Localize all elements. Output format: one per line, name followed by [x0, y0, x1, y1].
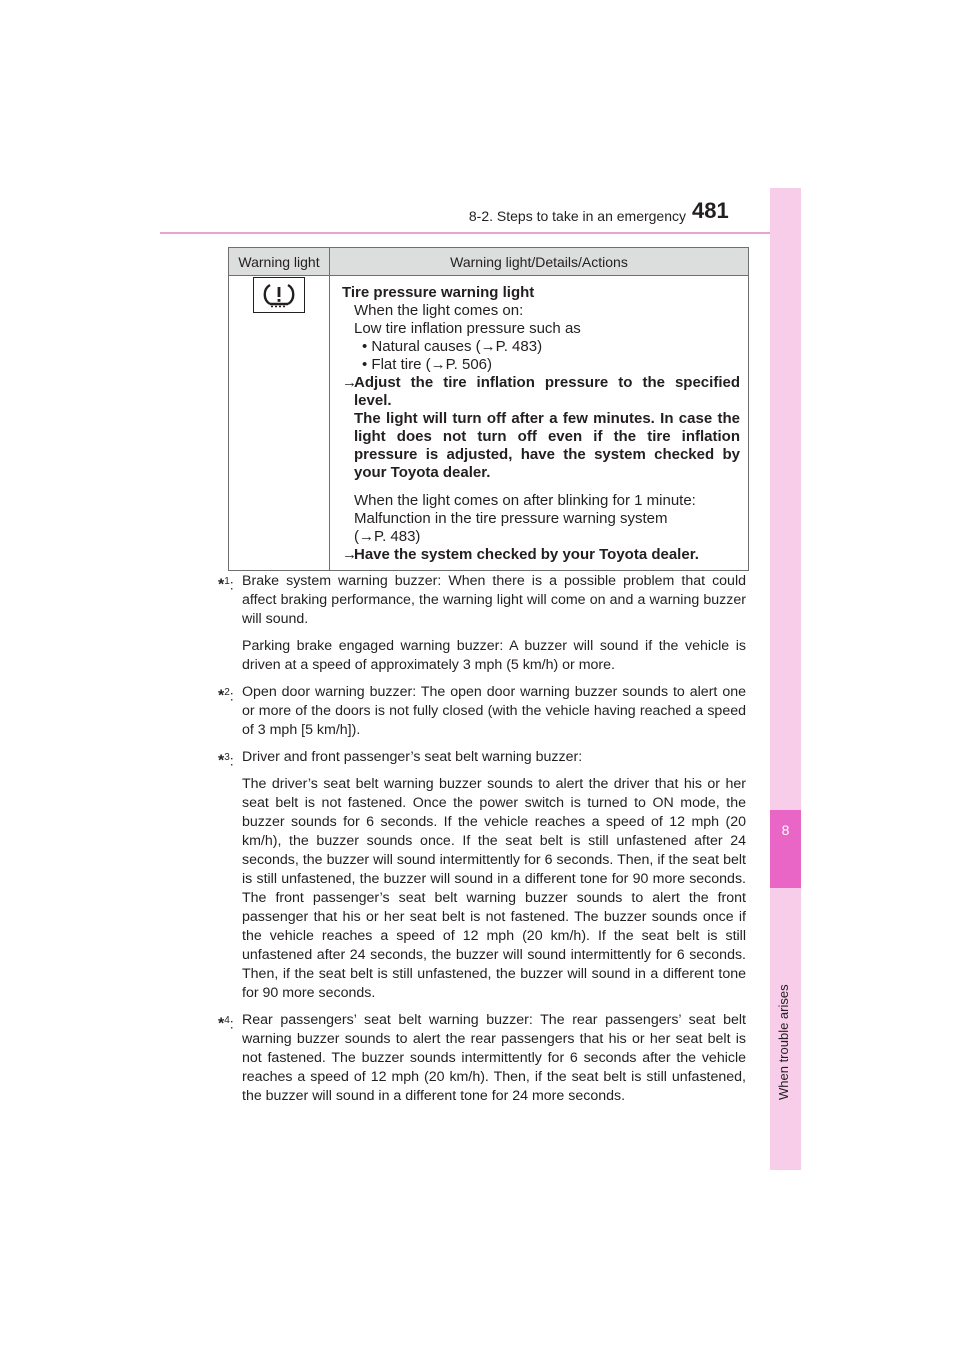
bullet-item: • Flat tire (→P. 506) — [362, 356, 493, 373]
footnote-asterisk: * — [218, 576, 225, 594]
chapter-title: When trouble arises — [776, 984, 791, 1100]
footnote-asterisk: * — [218, 687, 225, 705]
footnote: *$^1$: Brake system warning buzzer: When there is a possible problem that could affect braking performance, the warning light will come on and a warning buzzer will sound. Parking brake engaged warning buzzer: A buzzer will sound if the vehicle is driven at a speed of approximately 3 mph (5 km/h) or more. — [218, 573, 746, 673]
footnote: *$^2$: Open door warning buzzer: The open door warning buzzer sounds to alert one or more of the doors is not fully closed (with the vehicle having reached a speed of 3 mph [5 km/h]). — [218, 684, 746, 738]
detail-line: (→P. 483) — [354, 528, 421, 545]
icon-cell — [229, 276, 330, 571]
action-note: The light will turn off after a few minutes. In case the light does not turn off even if the tire inflation pressure is adjusted, have the system checked by your Toyota dealer. — [354, 410, 740, 481]
footnote-paragraph: Parking brake engaged warning buzzer: A buzzer will sound if the vehicle is driven at a speed of approximately 3 mph (5 km/h) or more. — [242, 638, 746, 673]
footnote: *$^3$: Driver and front passenger’s seat belt warning buzzer: The driver’s seat belt warning buzzer sounds to alert the driver that his or her seat belt is not fastened. Once the power switch is turned to ON mode, the buzzer sounds for 6 seconds. If the vehicle reaches a speed of 12 mph (20 km/h), the buzzer sounds once. If the seat belt is still unfastened after 24 seconds, the buzzer will sound intermittently for 6 seconds. Then, if the seat belt is still unfastened, the buzzer will sound in a different tone for 90 more seconds. The front passenger’s seat belt warning buzzer sounds to alert the front passenger that his or her seat belt is not fastened. The buzzer sounds once if the vehicle reaches a speed of 12 mph (20 km/h). If the seat belt is still unfastened after 24 seconds, the buzzer will sound intermittently for 6 seconds. Then, if the seat belt is still unfastened, the buzzer will sound in a different tone for 90 more seconds. — [218, 749, 746, 1001]
footnote-asterisk: * — [218, 752, 225, 770]
footnote-number: 2 — [224, 687, 230, 698]
detail-line: When the light comes on: — [354, 302, 524, 319]
details-cell — [330, 276, 749, 571]
footnotes — [218, 572, 746, 1114]
warning-light-table — [228, 247, 749, 571]
chapter-number: 8 — [781, 822, 790, 838]
footnote-paragraph: The driver’s seat belt warning buzzer sounds to alert the driver that his or her seat belt is not fastened. Once the power switch is turned to ON mode, the buzzer sounds for 6 seconds. If the vehicle reaches a speed of 12 mph (20 km/h), the buzzer sounds once. If the seat belt is still unfastened after 24 seconds, the buzzer will sound intermittently for 6 seconds. Then, if the seat belt is still unfastened, the buzzer will sound in a different tone for 90 more seconds. The front passenger’s seat belt warning buzzer sounds to alert the front passenger that his or her seat belt is not fastened. The buzzer sounds once if the vehicle reaches a speed of 12 mph (20 km/h). If the seat belt is still unfastened after 24 seconds, the buzzer will sound intermittently for 6 seconds. Then, if the seat belt is still unfastened, the buzzer will sound in a different tone for 90 more seconds. — [242, 776, 746, 1001]
action-text: Have the system checked by your Toyota dealer. — [354, 546, 699, 563]
detail-line: When the light comes on after blinking for 1 minute: — [354, 492, 696, 509]
footnote-paragraph: Driver and front passenger’s seat belt warning buzzer: — [242, 749, 583, 765]
footnote-asterisk: * — [218, 1015, 225, 1033]
bullet-item: • Natural causes (→P. 483) — [362, 338, 543, 355]
detail-line: Low tire inflation pressure such as — [354, 320, 581, 337]
footnote-number: 3 — [224, 752, 230, 763]
warning-title: Tire pressure warning light — [342, 284, 535, 301]
table-header-row — [229, 248, 749, 276]
header-details: Warning light/Details/Actions — [330, 248, 749, 276]
section-title: 8-2. Steps to take in an emergency — [468, 208, 686, 224]
header-warning-light: Warning light — [229, 248, 330, 276]
header-rule — [160, 232, 800, 234]
arrow-icon: → — [342, 374, 357, 391]
footnote: *$^4$: Rear passengers’ seat belt warning buzzer: The rear passengers’ seat belt warning buzzer sounds to alert the rear passengers that his or her seat belt is not fastened. The buzzer sounds intermittently for 6 seconds after the vehicle reaches a speed of 12 mph (20 km/h). Then, if the seat belt is still unfastened, the buzzer will sound in a different tone for 24 more seconds. — [218, 1012, 746, 1104]
arrow-icon: → — [342, 546, 357, 563]
detail-line: Malfunction in the tire pressure warning system — [354, 510, 668, 527]
action-item — [342, 546, 740, 564]
footnote-paragraph: Open door warning buzzer: The open door warning buzzer sounds to alert one or more of the doors is not fully closed (with the vehicle having reached a speed of 3 mph [5 km/h]). — [242, 684, 746, 738]
action-item — [342, 374, 740, 482]
footnote-paragraph: Brake system warning buzzer: When there is a possible problem that could affect braking performance, the warning light will come on and a warning buzzer will sound. — [242, 573, 746, 627]
tire-pressure-warning-icon — [253, 277, 305, 313]
action-text: Adjust the tire inflation pressure to the specified level. — [354, 374, 740, 409]
footnote-paragraph: Rear passengers’ seat belt warning buzzer: The rear passengers’ seat belt warning buzzer sounds to alert the rear passengers that his or her seat belt is not fastened. The buzzer sounds intermittently for 6 seconds after the vehicle reaches a speed of 12 mph (20 km/h). Then, if the seat belt is still unfastened, the buzzer will sound in a different tone for 24 more seconds. — [242, 1012, 746, 1104]
footnote-number: 4 — [224, 1015, 230, 1026]
table-row — [229, 276, 749, 571]
page-number: 481 — [692, 198, 729, 223]
footnote-number: 1 — [224, 576, 230, 587]
